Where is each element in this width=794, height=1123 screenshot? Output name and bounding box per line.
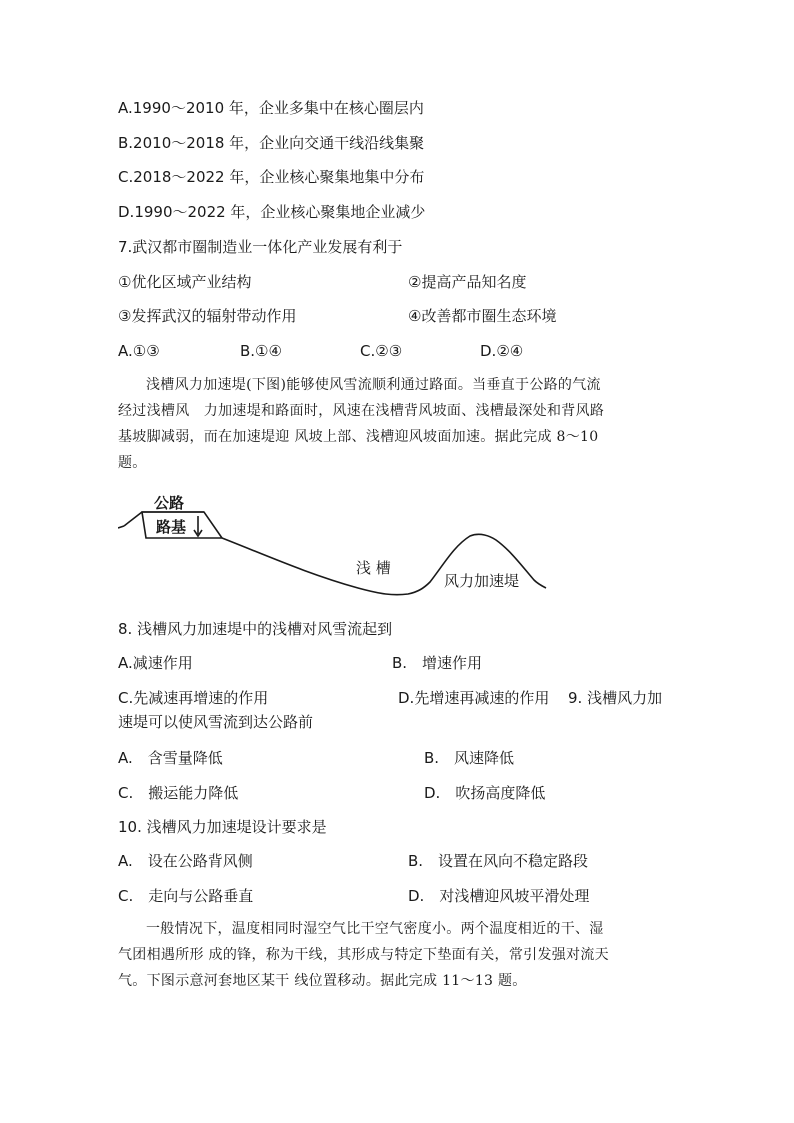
q9-stem-part-1: 9. 浅槽风力加 bbox=[568, 689, 663, 707]
left-slope-line bbox=[124, 512, 142, 526]
passage-2 bbox=[118, 916, 678, 994]
embankment-label: 风力加速堤 bbox=[444, 572, 520, 590]
q9-stem-part-2: 速堤可以使风雪流到达公路前 bbox=[118, 713, 314, 731]
passage-1-line-2: 经过浅槽风 力加速堤和路面时，风速在浅槽背风坡面、浅槽最深处和背风路 bbox=[118, 403, 605, 419]
q7-item-1: ①优化区域产业结构 bbox=[118, 273, 252, 291]
q8-option-a: A.减速作用 bbox=[118, 654, 193, 672]
roadbed-label: 路基 bbox=[156, 518, 187, 536]
passage-1-line-1: 浅槽风力加速堤(下图)能够使风雪流顺利通过路面。当垂直于公路的气流 bbox=[146, 377, 601, 393]
q8-option-c: C.先减速再增速的作用 bbox=[118, 689, 269, 707]
passage-2-line-3: 气。下图示意河套地区某干 线位置移动。据此完成 11～13 题。 bbox=[118, 973, 527, 989]
left-ground-line bbox=[118, 526, 124, 528]
passage-1-line-3: 基坡脚减弱，而在加速堤迎 风坡上部、浅槽迎风坡面加速。据此完成 8～10 bbox=[118, 429, 599, 445]
q7-option-b: B.①④ bbox=[240, 342, 282, 360]
passage-2-line-1: 一般情况下，温度相同时湿空气比干空气密度小。两个温度相近的干、湿 bbox=[146, 921, 604, 937]
road-label: 公路 bbox=[154, 494, 185, 512]
q9-option-d: D. 吹扬高度降低 bbox=[424, 784, 546, 802]
q6-option-a: A.1990～2010 年，企业多集中在核心圈层内 bbox=[118, 99, 424, 117]
passage-1 bbox=[118, 372, 678, 476]
q7-option-c: C.②③ bbox=[360, 342, 403, 360]
q6-option-d: D.1990～2022 年，企业核心聚集地企业减少 bbox=[118, 203, 426, 221]
wind-embankment-diagram bbox=[118, 488, 558, 604]
trough-label: 浅 槽 bbox=[356, 559, 391, 577]
q7-option-a: A.①③ bbox=[118, 342, 160, 360]
q7-item-3: ③发挥武汉的辐射带动作用 bbox=[118, 307, 297, 325]
q10-stem: 10. 浅槽风力加速堤设计要求是 bbox=[118, 818, 327, 836]
q7-stem: 7.武汉都市圈制造业一体化产业发展有利于 bbox=[118, 238, 403, 256]
q6-option-b: B.2010～2018 年，企业向交通干线沿线集聚 bbox=[118, 134, 425, 152]
q7-option-d: D.②④ bbox=[480, 342, 524, 360]
q9-option-b: B. 风速降低 bbox=[424, 749, 515, 767]
passage-2-line-2: 气团相遇所形 成的锋，称为干线，其形成与特定下垫面有关，常引发强对流天 bbox=[118, 947, 609, 963]
passage-1-line-4: 题。 bbox=[118, 455, 147, 471]
q8-stem: 8. 浅槽风力加速堤中的浅槽对风雪流起到 bbox=[118, 620, 393, 638]
q10-option-c: C. 走向与公路垂直 bbox=[118, 887, 254, 905]
q7-item-4: ④改善都市圈生态环境 bbox=[408, 307, 557, 325]
q8-option-b: B. 增速作用 bbox=[392, 654, 483, 672]
q10-option-a: A. 设在公路背风侧 bbox=[118, 852, 253, 870]
q8-option-d: D.先增速再减速的作用 bbox=[398, 689, 550, 707]
q7-item-2: ②提高产品知名度 bbox=[408, 273, 527, 291]
q9-option-a: A. 含雪量降低 bbox=[118, 749, 223, 767]
q9-option-c: C. 搬运能力降低 bbox=[118, 784, 239, 802]
q10-option-b: B. 设置在风向不稳定路段 bbox=[408, 852, 589, 870]
q6-option-c: C.2018～2022 年，企业核心聚集地集中分布 bbox=[118, 168, 425, 186]
q10-option-d: D. 对浅槽迎风坡平滑处理 bbox=[408, 887, 590, 905]
